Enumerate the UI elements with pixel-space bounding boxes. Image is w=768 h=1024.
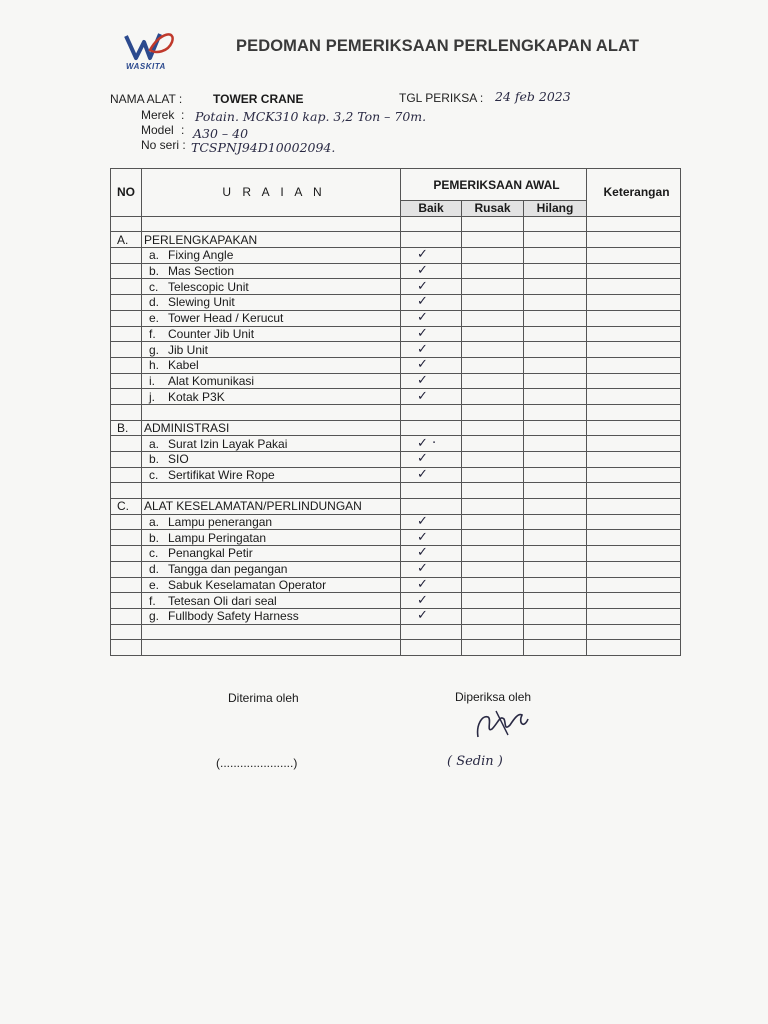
empty-cell	[462, 640, 524, 656]
item-label: Jib Unit	[168, 342, 209, 357]
empty-cell	[111, 577, 142, 593]
item-cell	[142, 326, 401, 342]
empty-cell	[587, 404, 681, 420]
item-letter: c.	[149, 546, 159, 561]
empty-cell	[587, 624, 681, 640]
item-letter: b.	[149, 530, 160, 545]
empty-cell	[587, 514, 681, 530]
item-cell	[142, 342, 401, 358]
item-cell	[142, 608, 401, 624]
item-letter: f.	[149, 593, 156, 608]
item-label: Counter Jib Unit	[168, 326, 255, 341]
spacer-row	[111, 216, 681, 232]
table-row	[111, 593, 681, 609]
empty-cell	[111, 216, 142, 232]
empty-cell	[462, 499, 524, 515]
item-label: Lampu penerangan	[168, 515, 273, 530]
empty-cell	[462, 624, 524, 640]
empty-cell	[524, 326, 587, 342]
empty-cell	[111, 279, 142, 295]
baik-check: ✓	[401, 326, 462, 342]
item-letter: g.	[149, 609, 160, 624]
item-label: Sertifikat Wire Rope	[168, 468, 275, 483]
spacer-row	[111, 404, 681, 420]
table-row	[111, 608, 681, 624]
table-row	[111, 452, 681, 468]
empty-cell	[111, 357, 142, 373]
item-label: Penangkal Petir	[168, 546, 253, 561]
empty-cell	[462, 483, 524, 499]
empty-cell	[524, 452, 587, 468]
model-colon: :	[181, 123, 185, 137]
baik-check: ✓	[401, 342, 462, 358]
empty-cell	[462, 436, 524, 452]
tgl-periksa-value: 24 feb 2023	[495, 89, 571, 104]
item-cell	[142, 530, 401, 546]
item-label: Surat Izin Layak Pakai	[168, 436, 288, 451]
empty-cell	[142, 483, 401, 499]
empty-cell	[524, 232, 587, 248]
empty-cell	[462, 608, 524, 624]
table-row	[111, 436, 681, 452]
item-letter: a.	[149, 515, 160, 530]
item-label: Slewing Unit	[168, 295, 235, 310]
empty-cell	[111, 546, 142, 562]
empty-cell	[142, 404, 401, 420]
baik-check: ✓	[401, 295, 462, 311]
empty-cell	[142, 216, 401, 232]
empty-cell	[462, 342, 524, 358]
empty-cell	[524, 436, 587, 452]
section-row	[111, 232, 681, 248]
table-row	[111, 263, 681, 279]
empty-cell	[524, 546, 587, 562]
empty-cell	[524, 263, 587, 279]
item-cell	[142, 295, 401, 311]
empty-cell	[111, 342, 142, 358]
item-letter: j.	[149, 389, 155, 404]
empty-cell	[587, 436, 681, 452]
empty-cell	[111, 608, 142, 624]
logo-wordmark: WASKITA	[126, 62, 166, 71]
empty-cell	[524, 530, 587, 546]
empty-cell	[111, 404, 142, 420]
baik-check: ✓	[401, 389, 462, 405]
item-cell	[142, 357, 401, 373]
empty-cell	[462, 357, 524, 373]
section-row	[111, 420, 681, 436]
baik-check: ✓	[401, 514, 462, 530]
empty-cell	[111, 436, 142, 452]
empty-cell	[462, 216, 524, 232]
empty-cell	[587, 389, 681, 405]
empty-cell	[111, 373, 142, 389]
empty-cell	[524, 420, 587, 436]
spacer-row	[111, 640, 681, 656]
checked-by-label: Diperiksa oleh	[455, 690, 532, 704]
item-cell	[142, 310, 401, 326]
table-row	[111, 295, 681, 311]
item-label: Alat Komunikasi	[168, 373, 255, 388]
empty-cell	[462, 373, 524, 389]
document-title: PEDOMAN PEMERIKSAAN PERLENGKAPAN ALAT	[236, 37, 640, 55]
baik-check: ✓ ·	[401, 436, 462, 452]
item-cell	[142, 279, 401, 295]
col-pemeriksaan-awal-header: PEMERIKSAAN AWAL	[401, 169, 587, 201]
empty-cell	[111, 561, 142, 577]
checked-by-name: ( Sedin )	[447, 754, 503, 769]
empty-cell	[111, 593, 142, 609]
item-label: Mas Section	[168, 264, 235, 279]
table-row	[111, 342, 681, 358]
empty-cell	[587, 452, 681, 468]
empty-cell	[524, 467, 587, 483]
empty-cell	[111, 640, 142, 656]
empty-cell	[587, 499, 681, 515]
item-label: Lampu Peringatan	[168, 530, 267, 545]
empty-cell	[587, 577, 681, 593]
baik-check: ✓	[401, 530, 462, 546]
baik-check: ✓	[401, 467, 462, 483]
empty-cell	[524, 310, 587, 326]
empty-cell	[524, 216, 587, 232]
table-row	[111, 514, 681, 530]
merek-label: Merek	[141, 108, 175, 122]
empty-cell	[462, 561, 524, 577]
item-label: Fullbody Safety Harness	[168, 609, 299, 624]
col-rusak-header: Rusak	[462, 201, 524, 217]
merek-colon: :	[181, 108, 185, 122]
noseri-value: TCSPNJ94D10002094.	[191, 140, 336, 155]
item-cell	[142, 593, 401, 609]
col-uraian-header: U R A I A N	[142, 169, 401, 217]
section-title: ALAT KESELAMATAN/PERLINDUNGAN	[142, 499, 401, 515]
empty-cell	[462, 420, 524, 436]
empty-cell	[524, 561, 587, 577]
baik-check: ✓	[401, 279, 462, 295]
section-title: PERLENGKAPAKAN	[142, 232, 401, 248]
empty-cell	[587, 561, 681, 577]
table-row	[111, 310, 681, 326]
baik-check: ✓	[401, 608, 462, 624]
empty-cell	[587, 263, 681, 279]
item-letter: a.	[149, 436, 160, 451]
empty-cell	[524, 404, 587, 420]
item-cell	[142, 263, 401, 279]
item-label: Telescopic Unit	[168, 279, 249, 294]
table-row	[111, 357, 681, 373]
item-label: Kotak P3K	[168, 389, 225, 404]
empty-cell	[111, 263, 142, 279]
baik-check: ✓	[401, 593, 462, 609]
empty-cell	[587, 530, 681, 546]
item-cell	[142, 436, 401, 452]
col-no-header: NO	[111, 169, 142, 217]
table-row	[111, 279, 681, 295]
empty-cell	[524, 389, 587, 405]
item-letter: c.	[149, 279, 159, 294]
item-label: Tower Head / Kerucut	[168, 311, 284, 326]
empty-cell	[462, 404, 524, 420]
empty-cell	[587, 373, 681, 389]
empty-cell	[462, 530, 524, 546]
empty-cell	[401, 232, 462, 248]
item-cell	[142, 467, 401, 483]
baik-check: ✓	[401, 546, 462, 562]
empty-cell	[587, 295, 681, 311]
empty-cell	[587, 546, 681, 562]
empty-cell	[587, 357, 681, 373]
empty-cell	[587, 608, 681, 624]
received-by-label: Diterima oleh	[228, 691, 299, 705]
item-letter: e.	[149, 311, 160, 326]
empty-cell	[111, 530, 142, 546]
inspection-table	[110, 168, 681, 656]
table-body	[111, 216, 681, 655]
table-row	[111, 467, 681, 483]
model-label: Model	[141, 123, 174, 137]
table-row	[111, 389, 681, 405]
empty-cell	[111, 452, 142, 468]
empty-cell	[524, 295, 587, 311]
empty-cell	[524, 483, 587, 499]
table-row	[111, 546, 681, 562]
empty-cell	[111, 467, 142, 483]
empty-cell	[524, 342, 587, 358]
baik-check: ✓	[401, 373, 462, 389]
item-letter: h.	[149, 358, 160, 373]
item-label: Kabel	[168, 358, 199, 373]
empty-cell	[462, 452, 524, 468]
empty-cell	[524, 357, 587, 373]
item-letter: c.	[149, 468, 159, 483]
item-label: Sabuk Keselamatan Operator	[168, 577, 327, 592]
empty-cell	[401, 404, 462, 420]
item-cell	[142, 514, 401, 530]
tgl-periksa-label: TGL PERIKSA :	[399, 91, 484, 105]
received-by-name: (......................)	[216, 756, 298, 770]
model-value: A30 – 40	[193, 126, 249, 141]
table-row	[111, 373, 681, 389]
empty-cell	[524, 514, 587, 530]
spacer-row	[111, 483, 681, 499]
empty-cell	[524, 593, 587, 609]
empty-cell	[587, 248, 681, 264]
empty-cell	[524, 624, 587, 640]
empty-cell	[462, 593, 524, 609]
empty-cell	[111, 326, 142, 342]
item-label: Tangga dan pegangan	[168, 562, 288, 577]
empty-cell	[524, 279, 587, 295]
section-row	[111, 499, 681, 515]
item-cell	[142, 577, 401, 593]
empty-cell	[111, 310, 142, 326]
item-cell	[142, 561, 401, 577]
item-letter: b.	[149, 264, 160, 279]
item-letter: d.	[149, 562, 160, 577]
empty-cell	[524, 499, 587, 515]
item-label: Tetesan Oli dari seal	[168, 593, 277, 608]
empty-cell	[111, 248, 142, 264]
empty-cell	[462, 514, 524, 530]
empty-cell	[462, 310, 524, 326]
empty-cell	[462, 248, 524, 264]
empty-cell	[587, 640, 681, 656]
empty-cell	[462, 546, 524, 562]
item-cell	[142, 389, 401, 405]
item-label: Fixing Angle	[168, 248, 234, 263]
empty-cell	[111, 295, 142, 311]
item-label: SIO	[168, 452, 189, 467]
item-cell	[142, 373, 401, 389]
empty-cell	[524, 640, 587, 656]
spacer-row	[111, 624, 681, 640]
empty-cell	[462, 295, 524, 311]
empty-cell	[401, 420, 462, 436]
item-letter: b.	[149, 452, 160, 467]
empty-cell	[462, 263, 524, 279]
item-letter: a.	[149, 248, 160, 263]
baik-check: ✓	[401, 310, 462, 326]
empty-cell	[462, 232, 524, 248]
baik-check: ✓	[401, 248, 462, 264]
empty-cell	[401, 483, 462, 499]
item-letter: f.	[149, 326, 156, 341]
baik-check: ✓	[401, 577, 462, 593]
empty-cell	[587, 216, 681, 232]
section-number: C.	[111, 499, 142, 515]
col-baik-header: Baik	[401, 201, 462, 217]
signature-mark	[448, 705, 548, 750]
col-keterangan-header: Keterangan	[587, 169, 681, 217]
nama-alat-label: NAMA ALAT :	[110, 92, 183, 106]
noseri-label: No seri :	[141, 138, 186, 152]
empty-cell	[524, 577, 587, 593]
item-cell	[142, 248, 401, 264]
empty-cell	[587, 467, 681, 483]
empty-cell	[587, 326, 681, 342]
empty-cell	[524, 608, 587, 624]
merek-value: Potain. MCK310 kap. 3,2 Ton – 70m.	[195, 109, 427, 124]
empty-cell	[111, 483, 142, 499]
section-number: B.	[111, 420, 142, 436]
item-cell	[142, 452, 401, 468]
baik-check: ✓	[401, 561, 462, 577]
empty-cell	[142, 640, 401, 656]
empty-cell	[462, 389, 524, 405]
empty-cell	[462, 577, 524, 593]
table-row	[111, 326, 681, 342]
empty-cell	[524, 248, 587, 264]
item-letter: i.	[149, 373, 155, 388]
baik-check: ✓	[401, 263, 462, 279]
empty-cell	[587, 593, 681, 609]
baik-check: ✓	[401, 452, 462, 468]
empty-cell	[111, 389, 142, 405]
empty-cell	[111, 624, 142, 640]
empty-cell	[462, 326, 524, 342]
empty-cell	[401, 640, 462, 656]
table-row	[111, 248, 681, 264]
empty-cell	[587, 310, 681, 326]
item-letter: d.	[149, 295, 160, 310]
item-cell	[142, 546, 401, 562]
empty-cell	[524, 373, 587, 389]
table-row	[111, 577, 681, 593]
empty-cell	[587, 342, 681, 358]
section-title: ADMINISTRASI	[142, 420, 401, 436]
baik-check: ✓	[401, 357, 462, 373]
empty-cell	[401, 624, 462, 640]
empty-cell	[111, 514, 142, 530]
empty-cell	[401, 499, 462, 515]
nama-alat-value: TOWER CRANE	[213, 92, 304, 106]
empty-cell	[462, 279, 524, 295]
section-number: A.	[111, 232, 142, 248]
item-letter: e.	[149, 577, 160, 592]
table-row	[111, 561, 681, 577]
empty-cell	[587, 483, 681, 499]
empty-cell	[462, 467, 524, 483]
empty-cell	[587, 232, 681, 248]
item-letter: g.	[149, 342, 160, 357]
empty-cell	[401, 216, 462, 232]
empty-cell	[587, 420, 681, 436]
col-hilang-header: Hilang	[524, 201, 587, 217]
empty-cell	[587, 279, 681, 295]
empty-cell	[142, 624, 401, 640]
table-row	[111, 530, 681, 546]
